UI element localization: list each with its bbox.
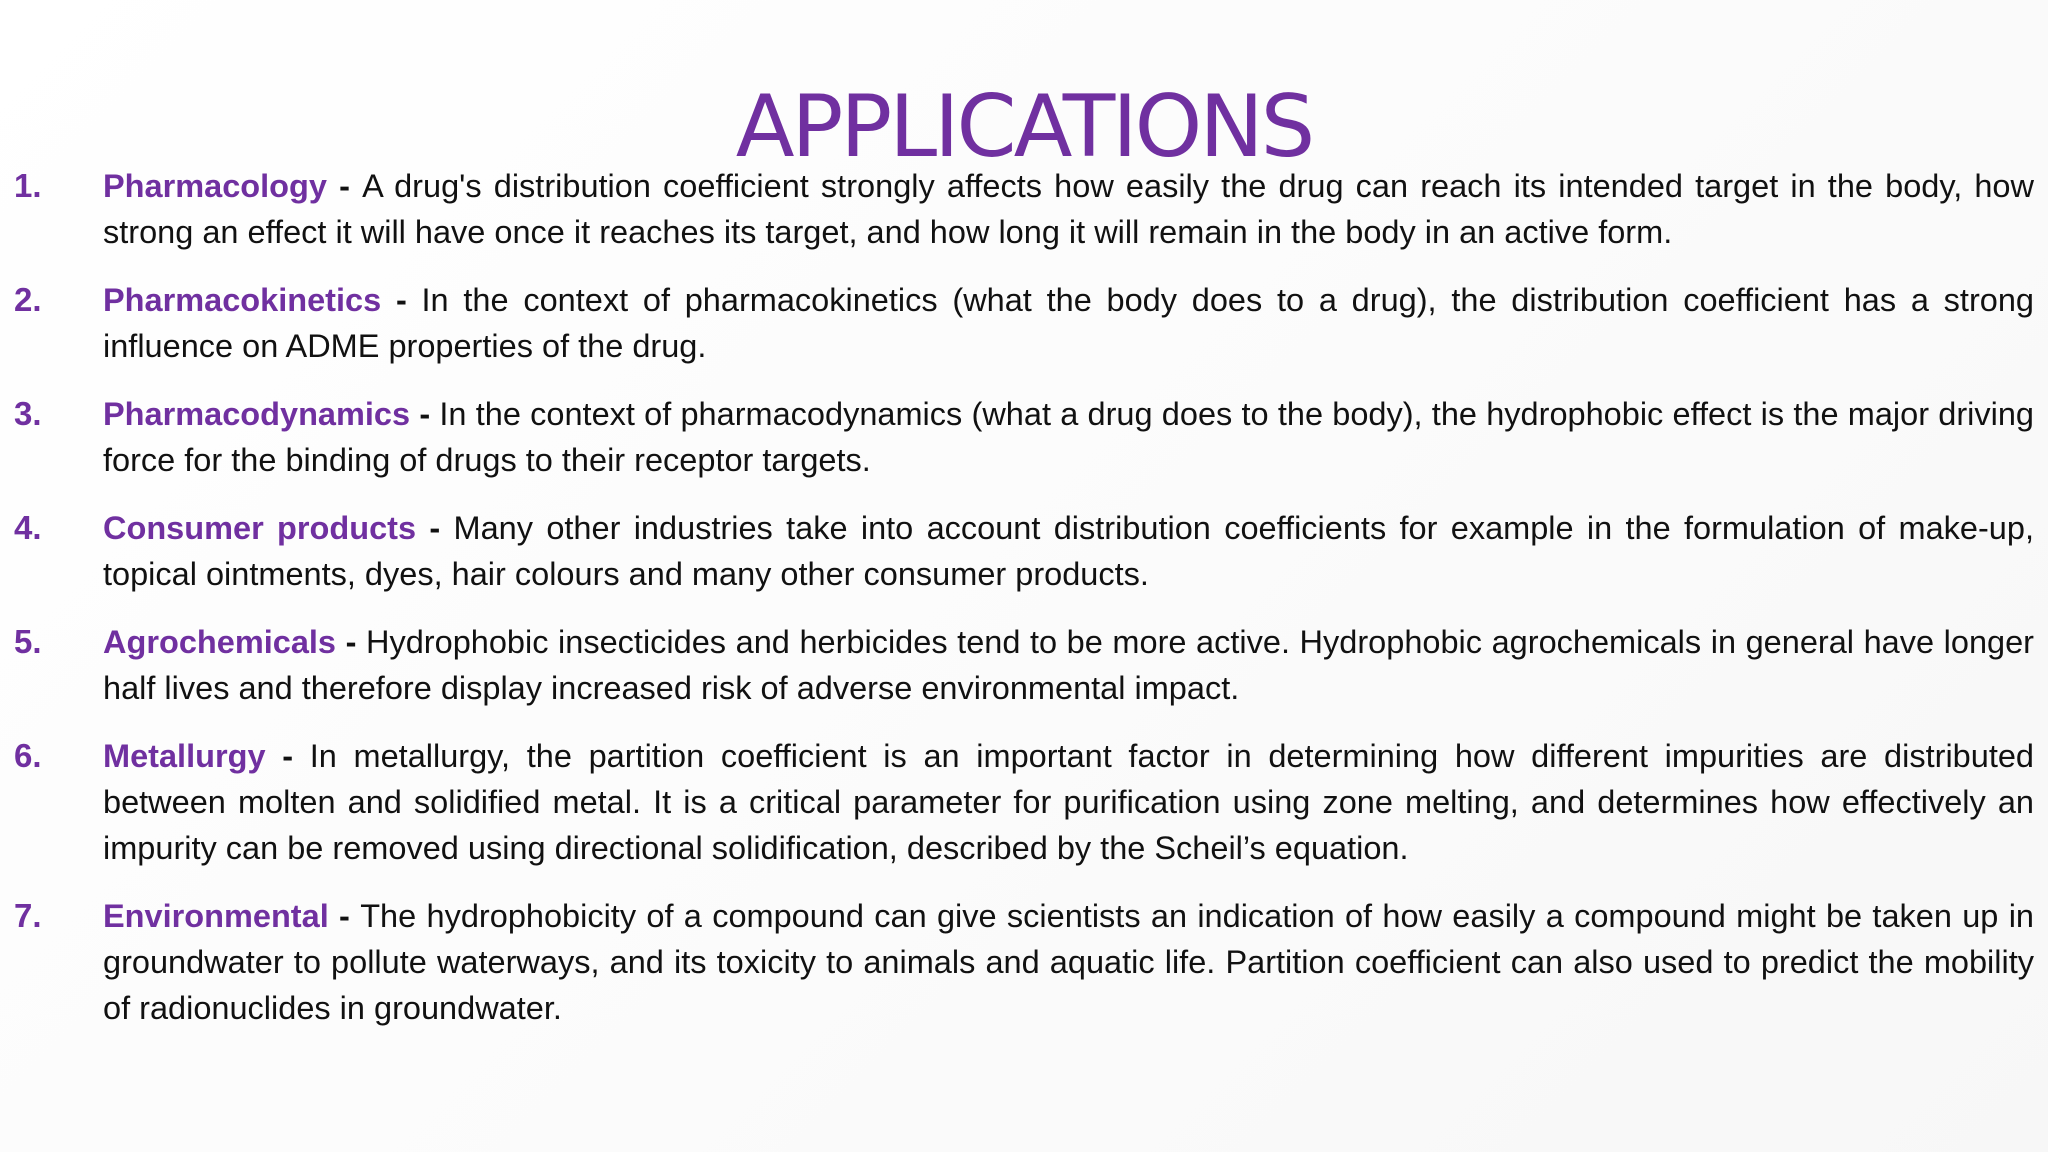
item-separator: -: [416, 510, 454, 546]
item-body: [103, 893, 2034, 1031]
item-number: 4.: [14, 509, 42, 546]
item-body: [103, 391, 2034, 483]
list-item: [14, 505, 2034, 597]
item-number: 6.: [14, 737, 42, 774]
item-separator: -: [410, 396, 440, 432]
list-item: [14, 619, 2034, 711]
item-body: [103, 277, 2034, 369]
item-term: Pharmacokinetics: [103, 282, 382, 318]
list-item: [14, 391, 2034, 483]
item-description: In the context of pharmacodynamics (what a drug does to the body), the hydrophobic effect is the major driving force for the binding of drugs to their receptor targets.: [103, 396, 2034, 478]
item-separator: -: [336, 624, 367, 660]
item-body: [103, 505, 2034, 597]
item-term: Pharmacodynamics: [103, 396, 411, 432]
item-description: In metallurgy, the partition coefficient is an important factor in determining how different impurities are distributed between molten and solidified metal. It is a critical parameter for purification using zone melting, and determines how effectively an impurity can be removed using directional solidification, described by the Scheil’s equation.: [103, 738, 2034, 866]
item-description: In the context of pharmacokinetics (what the body does to a drug), the distribution coefficient has a strong influence on ADME properties of the drug.: [103, 282, 2034, 364]
list-item: [14, 733, 2034, 871]
slide-title: APPLICATIONS: [735, 76, 1313, 177]
applications-list: [14, 163, 2034, 1053]
item-number: 7.: [14, 897, 42, 934]
item-separator: -: [381, 282, 422, 318]
list-item: [14, 893, 2034, 1031]
item-separator: -: [265, 738, 310, 774]
item-body: [103, 733, 2034, 871]
item-body: [103, 163, 2034, 255]
item-term: Pharmacology: [103, 168, 327, 204]
item-separator: -: [328, 898, 361, 934]
item-description: Many other industries take into account distribution coefficients for example in the formulation of make-up, topical ointments, dyes, hair colours and many other consumer products.: [103, 510, 2034, 592]
item-description: A drug's distribution coefficient strongly affects how easily the drug can reach its intended target in the body, how strong an effect it will have once it reaches its target, and how long it will remain in the body in an active form.: [103, 168, 2034, 250]
item-term: Agrochemicals: [103, 624, 337, 660]
item-separator: -: [326, 168, 363, 204]
item-term: Environmental: [103, 898, 329, 934]
item-number: 2.: [14, 281, 42, 318]
list-item: [14, 277, 2034, 369]
item-number: 1.: [14, 167, 42, 204]
item-term: Metallurgy: [103, 738, 266, 774]
item-term: Consumer products: [103, 510, 417, 546]
item-number: 5.: [14, 623, 42, 660]
item-body: [103, 619, 2034, 711]
item-description: Hydrophobic insecticides and herbicides tend to be more active. Hydrophobic agrochemicals in general have longer half lives and therefore display increased risk of adverse environmental impact.: [103, 624, 2034, 706]
item-number: 3.: [14, 395, 42, 432]
list-item: [14, 163, 2034, 255]
item-description: The hydrophobicity of a compound can give scientists an indication of how easily a compound might be taken up in groundwater to pollute waterways, and its toxicity to animals and aquatic life. Partition coefficient can also used to predict the mobility of radionuclides in groundwater.: [103, 898, 2034, 1026]
